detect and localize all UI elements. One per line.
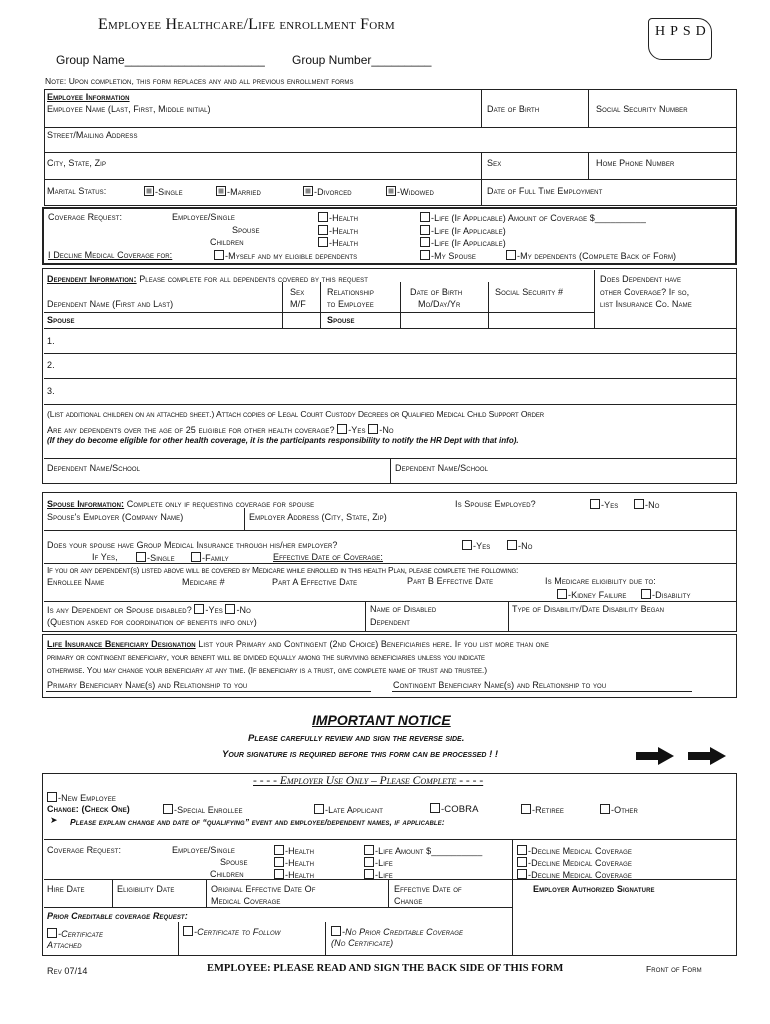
- decline-coverage-children[interactable]: -Decline Medical Coverage: [517, 869, 632, 880]
- checkbox-icon[interactable]: [420, 225, 430, 235]
- full-time-date-label[interactable]: Date of Full Time Employment: [487, 186, 603, 196]
- cobra-option[interactable]: -COBRA: [430, 803, 479, 815]
- emp-life-spouse[interactable]: -Life: [364, 857, 393, 868]
- checkbox-icon[interactable]: [303, 186, 313, 196]
- spouse-info-heading: Spouse Information: Complete only if requesting coverage for spouse: [47, 499, 315, 509]
- employer-use-heading: - - - - Employer Use Only – Please Complete - - - -: [253, 775, 484, 787]
- checkbox-icon[interactable]: [331, 926, 341, 936]
- if-yes-label: If Yes,: [92, 552, 118, 562]
- checkbox-icon[interactable]: [274, 869, 284, 879]
- health-spouse[interactable]: -Health: [318, 225, 358, 236]
- over-25-note: (If they do become eligible for other health coverage, it is the participants responsibility to notify the HR Dept with that info).: [47, 436, 519, 445]
- certificate-follow[interactable]: -Certificate to Follow: [183, 926, 281, 937]
- group-ins-yes[interactable]: -Yes: [462, 540, 490, 551]
- decline-self[interactable]: -Myself and my eligible dependents: [214, 250, 357, 261]
- beneficiary-heading: Life Insurance Beneficiary Designation List your Primary and Contingent (2nd Choice) Beneficiaries here. If you list more than one: [47, 639, 549, 649]
- emp-health-children[interactable]: -Health: [274, 869, 314, 880]
- checkbox-icon[interactable]: [420, 212, 430, 222]
- dep-sex-label: Sex: [290, 287, 305, 297]
- dep-ssn-label: Social Security #: [495, 287, 564, 297]
- checkbox-icon[interactable]: [337, 424, 347, 434]
- dob-label[interactable]: Date of Birth: [487, 104, 540, 114]
- dep-dob-label-2: Mo/Day/Yr: [418, 299, 461, 309]
- marital-widowed[interactable]: -Widowed: [386, 186, 434, 197]
- form-title: Employee Healthcare/Life enrollment Form: [98, 16, 395, 33]
- new-employee-option[interactable]: -New Employee: [47, 792, 116, 803]
- other-cov-label-2: other Coverage? If so,: [600, 287, 690, 297]
- group-ins-no[interactable]: -No: [507, 540, 532, 551]
- checkbox-icon[interactable]: [364, 845, 374, 855]
- marital-status-label: Marital Status:: [47, 186, 107, 196]
- important-notice-title: IMPORTANT NOTICE: [312, 712, 451, 728]
- eligibility-date-label[interactable]: Eligibility Date: [117, 884, 175, 894]
- checkbox-icon[interactable]: [590, 499, 600, 509]
- checkbox-icon[interactable]: [521, 804, 531, 814]
- special-enrollee-option[interactable]: -Special Enrollee: [163, 804, 243, 815]
- spouse-employed-yes[interactable]: -Yes: [590, 499, 618, 510]
- arrow-right-icon: [688, 747, 726, 765]
- ssn-label[interactable]: Social Security Number: [596, 104, 688, 114]
- certificate-attached[interactable]: -Certificate: [47, 928, 103, 939]
- spouse-employed-q: Is Spouse Employed?: [455, 499, 536, 509]
- spouse-employer-label[interactable]: Spouse's Employer (Company Name): [47, 512, 184, 522]
- logo-text: HPSD: [655, 24, 711, 39]
- sex-label[interactable]: Sex: [487, 158, 502, 168]
- hpsd-logo: [648, 18, 712, 60]
- checkbox-icon[interactable]: [318, 225, 328, 235]
- checkbox-icon[interactable]: [47, 792, 57, 802]
- dep-name-label: Dependent Name (First and Last): [47, 299, 174, 309]
- checkbox-icon[interactable]: [191, 552, 201, 562]
- checkbox-icon[interactable]: [517, 845, 527, 855]
- disabled-question: Is any Dependent or Spouse disabled? -Yes -No: [47, 605, 251, 615]
- decline-coverage-employee[interactable]: -Decline Medical Coverage: [517, 845, 632, 856]
- checkbox-icon[interactable]: [420, 250, 430, 260]
- checkbox-icon[interactable]: [368, 424, 378, 434]
- spouse-row-label[interactable]: Spouse: [47, 315, 75, 325]
- type-disability-label[interactable]: Type of Disability/Date Disability Began: [512, 604, 665, 614]
- medicare-due-label: Is Medicare eligibility due to:: [545, 576, 656, 586]
- emp-life-children[interactable]: -Life: [364, 869, 393, 880]
- spouse-eff-date-label[interactable]: Effective Date of Coverage:: [273, 552, 383, 562]
- dependent-info-heading: Dependent Information: Please complete for all dependents covered by this request: [47, 274, 369, 284]
- checkbox-icon[interactable]: [314, 804, 324, 814]
- checkbox-icon[interactable]: [318, 212, 328, 222]
- replace-note: Note: Upon completion, this form replaces any and all previous enrollment forms: [45, 76, 354, 86]
- employer-coverage-request: Coverage Request:: [47, 845, 122, 855]
- employer-cov-employee: Employee/Single: [172, 845, 236, 855]
- checkbox-icon[interactable]: [364, 869, 374, 879]
- checkbox-icon[interactable]: [216, 186, 226, 196]
- employer-cov-children: Children: [210, 869, 244, 879]
- checkbox-icon[interactable]: [557, 589, 567, 599]
- checkbox-icon[interactable]: [47, 928, 57, 938]
- medicare-instructions: If you or any dependent(s) listed above will be covered by Medicare while enrolled in this health Plan, please complete the following:: [47, 565, 519, 575]
- checkbox-icon[interactable]: [144, 186, 154, 196]
- spouse-rel-value: Spouse: [327, 315, 355, 325]
- dependent-row-2[interactable]: 2.: [47, 360, 55, 370]
- group-insurance-q: Does your spouse have Group Medical Insurance through his/her employer?: [47, 540, 338, 550]
- checkbox-icon[interactable]: [430, 803, 440, 813]
- street-label[interactable]: Street/Mailing Address: [47, 130, 138, 140]
- checkbox-icon[interactable]: [517, 857, 527, 867]
- retiree-option[interactable]: -Retiree: [521, 804, 564, 815]
- checkbox-icon[interactable]: [507, 540, 517, 550]
- checkbox-icon[interactable]: [386, 186, 396, 196]
- late-applicant-option[interactable]: -Late Applicant: [314, 804, 383, 815]
- no-prior-coverage[interactable]: -No Prior Creditable Coverage: [331, 926, 463, 937]
- auth-signature-label[interactable]: Employer Authorized Signature: [533, 884, 655, 894]
- health-children[interactable]: -Health: [318, 237, 358, 248]
- contingent-beneficiary-label[interactable]: Contingent Beneficiary Name(s) and Relationship to you: [393, 680, 607, 690]
- checkbox-icon[interactable]: [136, 552, 146, 562]
- explain-instructions: Please explain change and date of “qualifying” event and employee/dependent names, if applicable:: [70, 817, 445, 827]
- front-of-form-label: Front of Form: [646, 964, 702, 974]
- sign-back-notice: EMPLOYEE: PLEASE READ AND SIGN THE BACK SIDE OF THIS FORM: [207, 963, 564, 974]
- notice-line-1: Please carefully review and sign the reverse side.: [248, 733, 465, 744]
- part-a-label[interactable]: Part A Effective Date: [272, 577, 358, 587]
- hire-date-label[interactable]: Hire Date: [47, 884, 85, 894]
- checkbox-icon[interactable]: [274, 857, 284, 867]
- checkbox-icon[interactable]: [634, 499, 644, 509]
- over-25-question: Are any dependents over the age of 25 eligible for other health coverage? -Yes -No: [47, 425, 394, 435]
- checkbox-icon[interactable]: [225, 604, 235, 614]
- employer-cov-spouse: Spouse: [220, 857, 248, 867]
- coverage-children: Children: [210, 237, 244, 247]
- group-name-label: Group Name_____________________: [56, 53, 265, 67]
- marital-married[interactable]: -Married: [216, 186, 261, 197]
- health-employee[interactable]: -Health: [318, 212, 358, 223]
- life-amount[interactable]: -Life (If Applicable) Amount of Coverage $__________: [420, 212, 646, 223]
- name-disabled-label[interactable]: Name of Disabled: [370, 604, 437, 614]
- checkbox-icon[interactable]: [506, 250, 516, 260]
- employee-info-heading: Employee Information: [47, 92, 130, 102]
- kidney-failure-option[interactable]: -Kidney Failure: [557, 589, 627, 600]
- dependent-row-3[interactable]: 3.: [47, 386, 55, 396]
- checkbox-icon[interactable]: [600, 804, 610, 814]
- orig-eff-date-label[interactable]: Original Effective Date Of: [211, 884, 316, 894]
- checkbox-icon[interactable]: [462, 540, 472, 550]
- name-disabled-label-2[interactable]: Dependent: [370, 617, 411, 627]
- no-prior-coverage-2: (No Certificate): [331, 938, 394, 948]
- life-children[interactable]: -Life (If Applicable): [420, 237, 506, 248]
- checkbox-icon[interactable]: [163, 804, 173, 814]
- certificate-attached-2: Attached: [47, 940, 82, 950]
- checkbox-icon[interactable]: [364, 857, 374, 867]
- coverage-request-label: Coverage Request:: [48, 212, 123, 222]
- beneficiary-text-3: otherwise. You may change your beneficiary at any time. (If beneficiary is a trust, give complete name of trust and trustee.): [47, 665, 487, 675]
- emp-health-spouse[interactable]: -Health: [274, 857, 314, 868]
- checkbox-icon[interactable]: [214, 250, 224, 260]
- decline-coverage-spouse[interactable]: -Decline Medical Coverage: [517, 857, 632, 868]
- if-yes-family[interactable]: -Family: [191, 552, 229, 563]
- other-cov-label-1: Does Dependent have: [600, 274, 682, 284]
- eff-change-label[interactable]: Effective Date of: [394, 884, 462, 894]
- cob-note: (Question asked for coordination of benefits info only): [47, 617, 257, 627]
- marital-single[interactable]: -Single: [144, 186, 183, 197]
- emp-life-amount[interactable]: -Life Amount $__________: [364, 845, 482, 856]
- group-number-label: Group Number_________: [292, 53, 432, 67]
- additional-children-note: (List additional children on an attached sheet.) Attach copies of Legal Court Custody Decrees or Qualified Medical Child Support Order: [47, 409, 545, 419]
- dep-dob-label: Date of Birth: [410, 287, 463, 297]
- employee-name-label[interactable]: Employee Name (Last, First, Middle initial): [47, 104, 211, 114]
- other-cov-label-3: list Insurance Co. Name: [600, 299, 692, 309]
- dep-school-1[interactable]: Dependent Name/School: [47, 463, 141, 473]
- checkbox-icon[interactable]: [641, 589, 651, 599]
- disability-option[interactable]: -Disability: [641, 589, 691, 600]
- coverage-spouse: Spouse: [232, 225, 260, 235]
- notice-line-2: Your signature is required before this form can be processed ! !: [222, 749, 499, 760]
- decline-label: I Decline Medical Coverage for:: [48, 250, 173, 260]
- if-yes-single[interactable]: -Single: [136, 552, 175, 563]
- eff-change-label-2[interactable]: Change: [394, 896, 423, 906]
- emp-health-employee[interactable]: -Health: [274, 845, 314, 856]
- city-label[interactable]: City, State, Zip: [47, 158, 107, 168]
- home-phone-label[interactable]: Home Phone Number: [596, 158, 675, 168]
- decline-spouse[interactable]: -My Spouse: [420, 250, 476, 261]
- revision-label: Rev 07/14: [47, 966, 88, 976]
- coverage-employee: Employee/Single: [172, 212, 236, 222]
- life-spouse[interactable]: -Life (If Applicable): [420, 225, 506, 236]
- part-b-label[interactable]: Part B Effective Date: [407, 576, 494, 586]
- employer-address-label[interactable]: Employer Address (City, State, Zip): [249, 512, 387, 522]
- checkbox-icon[interactable]: [318, 237, 328, 247]
- prior-creditable-label: Prior Creditable coverage Request:: [47, 911, 188, 921]
- checkbox-icon[interactable]: [420, 237, 430, 247]
- dep-rel-label-2: to Employee: [327, 299, 374, 309]
- other-option[interactable]: -Other: [600, 804, 638, 815]
- dep-rel-label: Relationship: [327, 287, 374, 297]
- change-label: Change: (Check One): [47, 804, 130, 814]
- checkbox-icon[interactable]: [194, 604, 204, 614]
- bullet-arrow-icon: ➤: [50, 815, 58, 825]
- arrow-right-icon: [636, 747, 674, 765]
- orig-eff-date-label-2[interactable]: Medical Coverage: [211, 896, 281, 906]
- decline-dependents[interactable]: -My dependents (Complete Back of Form): [506, 250, 676, 261]
- dependent-row-1[interactable]: 1.: [47, 336, 55, 346]
- medicare-number-label[interactable]: Medicare #: [182, 577, 225, 587]
- dep-school-2[interactable]: Dependent Name/School: [395, 463, 489, 473]
- primary-beneficiary-label[interactable]: Primary Beneficiary Name(s) and Relationship to you: [47, 680, 248, 690]
- enrollee-name-label[interactable]: Enrollee Name: [47, 577, 105, 587]
- checkbox-icon[interactable]: [183, 926, 193, 936]
- beneficiary-text-2: primary or contingent beneficiary, your benefit will be divided equally among the surviving beneficiaries unless you indicate: [47, 652, 485, 662]
- marital-divorced[interactable]: -Divorced: [303, 186, 352, 197]
- checkbox-icon[interactable]: [274, 845, 284, 855]
- dep-sex-label-2: M/F: [290, 299, 306, 309]
- checkbox-icon[interactable]: [517, 869, 527, 879]
- spouse-employed-no[interactable]: -No: [634, 499, 659, 510]
